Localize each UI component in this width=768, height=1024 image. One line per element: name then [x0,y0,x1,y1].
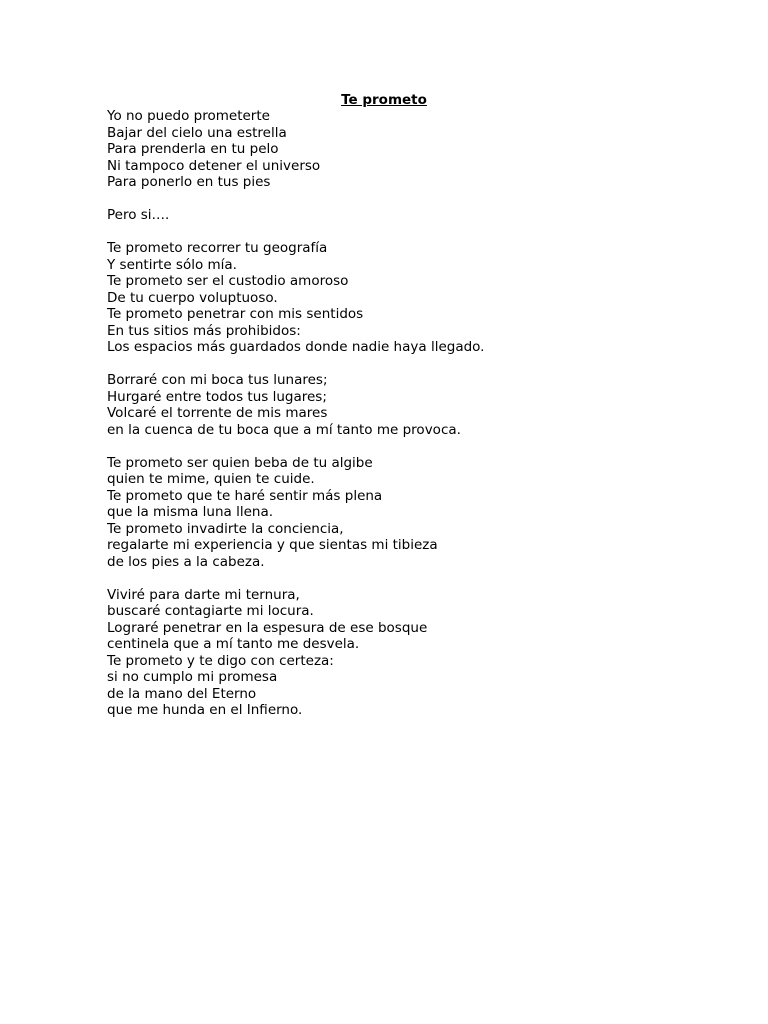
poem-line: regalarte mi experiencia y que sientas mi tibieza [107,537,438,553]
poem-line: Para prenderla en tu pelo [107,141,279,157]
poem-line: Lograré penetrar en la espesura de ese bosque [107,619,428,636]
poem-line: Te prometo ser el custodio amoroso [107,273,349,289]
poem-line: Te prometo ser quien beba de tu algibe [107,454,373,471]
poem-stanza [107,108,707,191]
poem-line: Y sentirte sólo mía. [107,256,237,273]
poem-stanza [107,207,707,224]
poem-line: Te prometo invadirte la conciencia, [107,520,344,537]
poem-line: Pero si…. [107,207,170,223]
poem-line: Bajar del cielo una estrella [107,124,287,141]
poem-line: Te prometo recorrer tu geografía [107,240,328,256]
poem-line: Viviré para darte mi ternura, [107,586,300,603]
poem-line: Los espacios más guardados donde nadie haya llegado. [107,339,485,355]
poem-line: que me hunda en el Infierno. [107,702,303,718]
poem-line: Hurgaré entre todos tus lugares; [107,388,327,405]
poem-line: Borraré con mi boca tus lunares; [107,372,328,388]
poem-line: en la cuenca de tu boca que a mí tanto me provoca. [107,421,461,438]
poem-line: de la mano del Eterno [107,685,257,702]
poem-line: buscaré contagiarte mi locura. [107,603,314,619]
poem-line: si no cumplo mi promesa [107,669,278,685]
poem-line: de los pies a la cabeza. [107,553,265,570]
poem-line: De tu cuerpo voluptuoso. [107,289,278,306]
poem-stanza [107,372,707,438]
poem-body [107,108,707,735]
poem-line: Te prometo que te haré sentir más plena [107,487,383,504]
poem-stanza [107,587,707,719]
poem-line: Te prometo y te digo con certeza: [107,652,334,669]
poem-line: Te prometo penetrar con mis sentidos [107,306,364,322]
poem-line: Volcaré el torrente de mis mares [107,405,328,421]
poem-stanza [107,455,707,571]
poem-line: Para ponerlo en tus pies [107,174,271,190]
poem-line: quien te mime, quien te cuide. [107,471,315,487]
poem-line: que la misma luna llena. [107,504,274,520]
poem-line: Yo no puedo prometerte [107,108,270,124]
poem-title: Te prometo [341,92,427,108]
poem-line: En tus sitios más prohibidos: [107,322,301,339]
poem-line: centinela que a mí tanto me desvela. [107,636,360,652]
poem-line: Ni tampoco detener el universo [107,157,321,174]
poem-stanza [107,240,707,356]
